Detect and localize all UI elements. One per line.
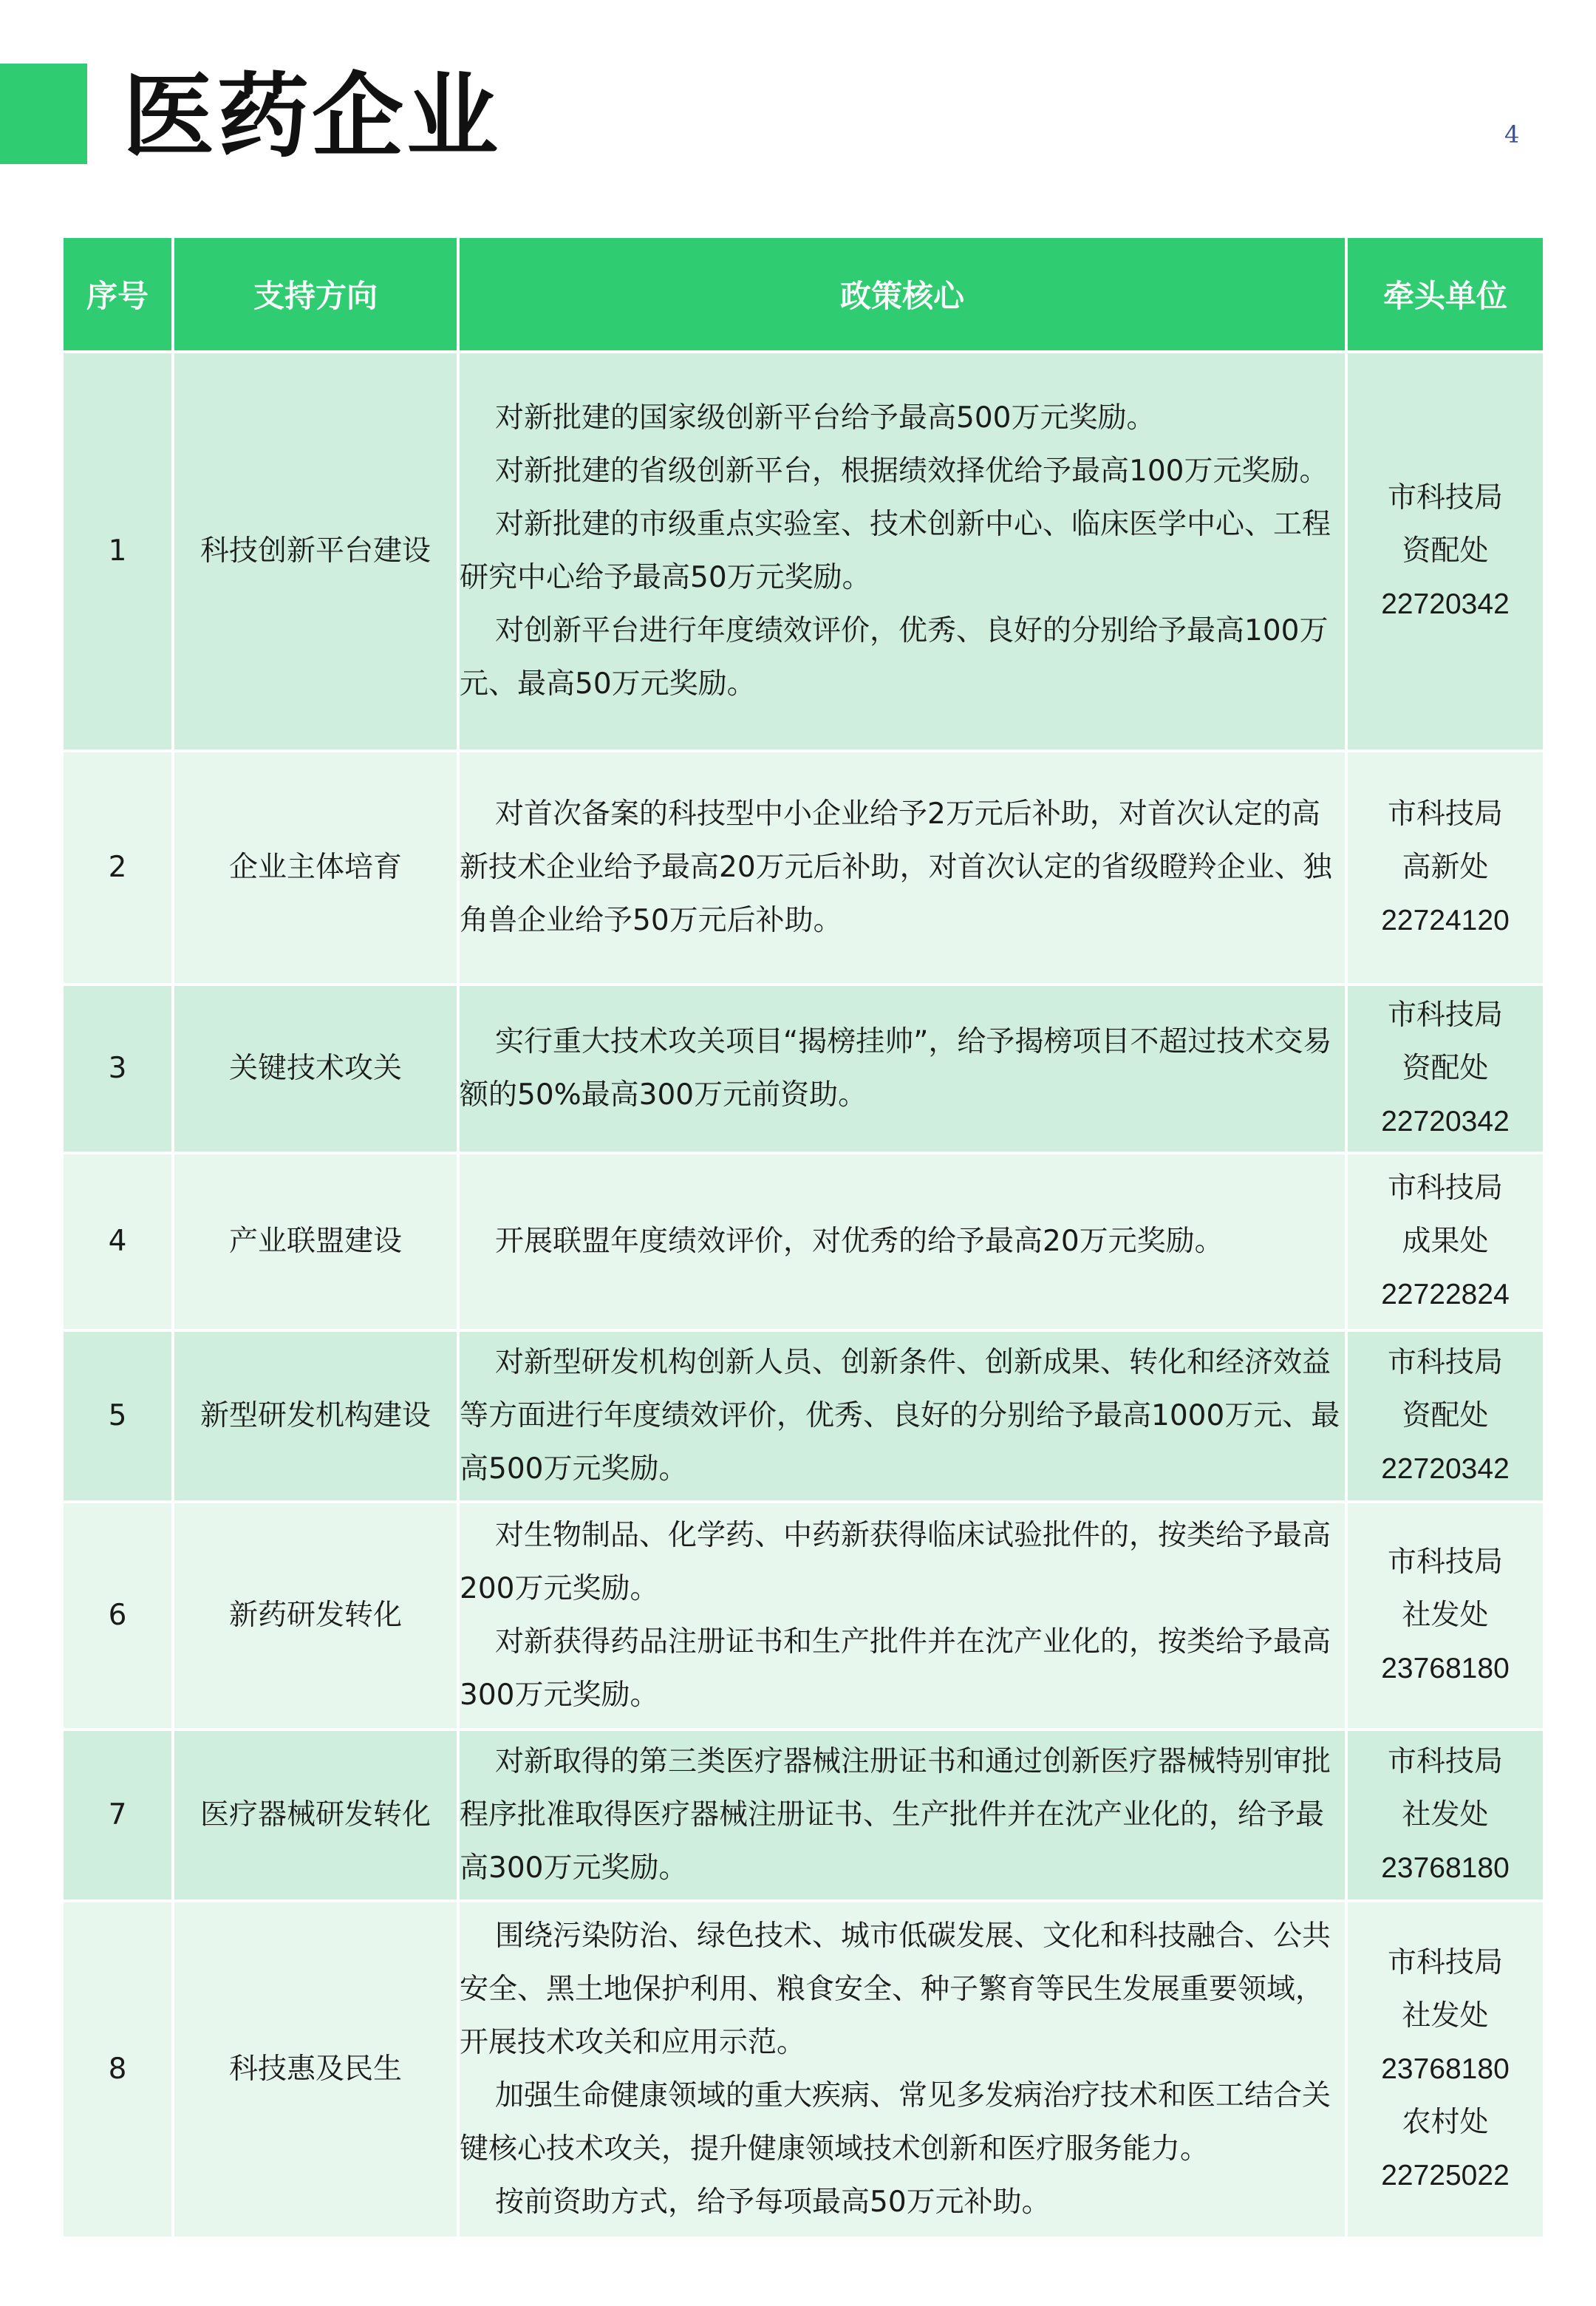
lead-unit (1346, 1330, 1544, 1502)
policy-paragraph: 对新批建的国家级创新平台给予最高500万元奖励。 (495, 401, 1156, 435)
support-direction: 企业主体培育 (173, 751, 458, 984)
table-row (62, 1901, 1544, 2238)
unit-division: 资配处 (1402, 534, 1489, 568)
lead-unit (1346, 751, 1544, 984)
table-header-row (62, 237, 1544, 352)
policy-paragraph: 对创新平台进行年度绩效评价，优秀、良好的分别给予最高100万元、最高50万元奖励。 (460, 614, 1329, 701)
unit-bureau: 市科技局 (1387, 1745, 1503, 1778)
row-number: 5 (62, 1330, 173, 1502)
unit-bureau: 市科技局 (1387, 999, 1503, 1032)
policy-core (458, 1502, 1346, 1730)
policy-core (458, 1901, 1346, 2238)
unit-division: 资配处 (1402, 1399, 1489, 1432)
policy-paragraph: 对新批建的省级创新平台，根据绩效择优给予最高100万元奖励。 (495, 455, 1329, 488)
support-direction: 科技惠及民生 (173, 1901, 458, 2238)
policy-core (458, 1730, 1346, 1901)
policy-paragraph: 开展联盟年度绩效评价，对优秀的给予最高20万元奖励。 (495, 1225, 1224, 1258)
unit-division: 成果处 (1402, 1225, 1489, 1258)
policy-paragraph: 加强生命健康领域的重大疾病、常见多发病治疗技术和医工结合关键核心技术攻关，提升健康领域技术创新和医疗服务能力。 (460, 2079, 1331, 2166)
policy-core (458, 751, 1346, 984)
support-direction: 新药研发转化 (173, 1502, 458, 1730)
header-no: 序号 (62, 237, 173, 352)
row-number: 7 (62, 1730, 173, 1901)
policy-paragraph: 对新取得的第三类医疗器械注册证书和通过创新医疗器械特别审批程序批准取得医疗器械注册证书、生产批件并在沈产业化的，给予最高300万元奖励。 (460, 1745, 1331, 1885)
policy-paragraph: 对新获得药品注册证书和生产批件并在沈产业化的，按类给予最高300万元奖励。 (460, 1625, 1331, 1712)
policy-core (458, 1330, 1346, 1502)
unit-phone: 23768180 (1381, 2053, 1510, 2085)
page-number: 4 (1504, 120, 1520, 149)
page-title: 医药企业 (123, 64, 502, 170)
policy-table (61, 235, 1546, 2239)
table-row (62, 1330, 1544, 1502)
table-row (62, 1730, 1544, 1901)
unit-phone: 23768180 (1381, 1852, 1510, 1884)
unit-division: 社发处 (1402, 1798, 1489, 1831)
table-row (62, 751, 1544, 984)
policy-core (458, 352, 1346, 751)
lead-unit (1346, 1901, 1544, 2238)
policy-paragraph: 对新型研发机构创新人员、创新条件、创新成果、转化和经济效益等方面进行年度绩效评价，优秀、良好的分别给予最高1000万元、最高500万元奖励。 (460, 1346, 1340, 1486)
unit-bureau: 市科技局 (1387, 1171, 1503, 1205)
row-number: 4 (62, 1153, 173, 1330)
unit-division: 社发处 (1402, 1599, 1489, 1632)
row-number: 8 (62, 1901, 173, 2238)
unit-phone: 22720342 (1381, 1106, 1510, 1137)
policy-core (458, 1153, 1346, 1330)
unit-bureau: 市科技局 (1387, 1545, 1503, 1579)
table-row (62, 1502, 1544, 1730)
policy-paragraph: 围绕污染防治、绿色技术、城市低碳发展、文化和科技融合、公共安全、黑土地保护利用、粮食安全、种子繁育等民生发展重要领域，开展技术攻关和应用示范。 (460, 1919, 1331, 2059)
lead-unit (1346, 984, 1544, 1153)
unit-phone: 22720342 (1381, 1453, 1510, 1485)
unit-bureau: 市科技局 (1387, 1346, 1503, 1379)
unit-phone: 22722824 (1381, 1279, 1510, 1310)
lead-unit (1346, 352, 1544, 751)
unit-division: 社发处 (1402, 1999, 1489, 2033)
table-row (62, 984, 1544, 1153)
lead-unit (1346, 1502, 1544, 1730)
policy-paragraph: 对首次备案的科技型中小企业给予2万元后补助，对首次认定的高新技术企业给予最高20万元后补助，对首次认定的省级瞪羚企业、独角兽企业给予50万元后补助。 (460, 797, 1332, 937)
policy-paragraph: 对生物制品、化学药、中药新获得临床试验批件的，按类给予最高200万元奖励。 (460, 1519, 1331, 1605)
unit-phone: 22724120 (1381, 905, 1510, 936)
row-number: 2 (62, 751, 173, 984)
unit-bureau: 市科技局 (1387, 481, 1503, 514)
policy-paragraph: 实行重大技术攻关项目“揭榜挂帅”，给予揭榜项目不超过技术交易额的50%最高300万元前资助。 (460, 1025, 1332, 1112)
row-number: 3 (62, 984, 173, 1153)
table-row (62, 352, 1544, 751)
unit-phone: 22725022 (1381, 2160, 1510, 2191)
policy-paragraph: 按前资助方式，给予每项最高50万元补助。 (495, 2186, 1051, 2219)
lead-unit (1346, 1153, 1544, 1330)
support-direction: 关键技术攻关 (173, 984, 458, 1153)
unit-bureau: 市科技局 (1387, 797, 1503, 831)
support-direction: 科技创新平台建设 (173, 352, 458, 751)
unit-bureau: 市科技局 (1387, 1946, 1503, 1979)
support-direction: 新型研发机构建设 (173, 1330, 458, 1502)
table-row (62, 1153, 1544, 1330)
unit-division: 农村处 (1402, 2106, 1489, 2139)
policy-core (458, 984, 1346, 1153)
unit-phone: 23768180 (1381, 1653, 1510, 1684)
row-number: 6 (62, 1502, 173, 1730)
header-policy-core: 政策核心 (458, 237, 1346, 352)
support-direction: 医疗器械研发转化 (173, 1730, 458, 1901)
unit-division: 资配处 (1402, 1052, 1489, 1085)
unit-phone: 22720342 (1381, 588, 1510, 620)
header-direction: 支持方向 (173, 237, 458, 352)
support-direction: 产业联盟建设 (173, 1153, 458, 1330)
header-lead-unit: 牵头单位 (1346, 237, 1544, 352)
unit-division: 高新处 (1402, 851, 1489, 884)
policy-paragraph: 对新批建的市级重点实验室、技术创新中心、临床医学中心、工程研究中心给予最高50万元奖励。 (460, 508, 1331, 594)
row-number: 1 (62, 352, 173, 751)
lead-unit (1346, 1730, 1544, 1901)
title-accent-block (0, 64, 87, 164)
